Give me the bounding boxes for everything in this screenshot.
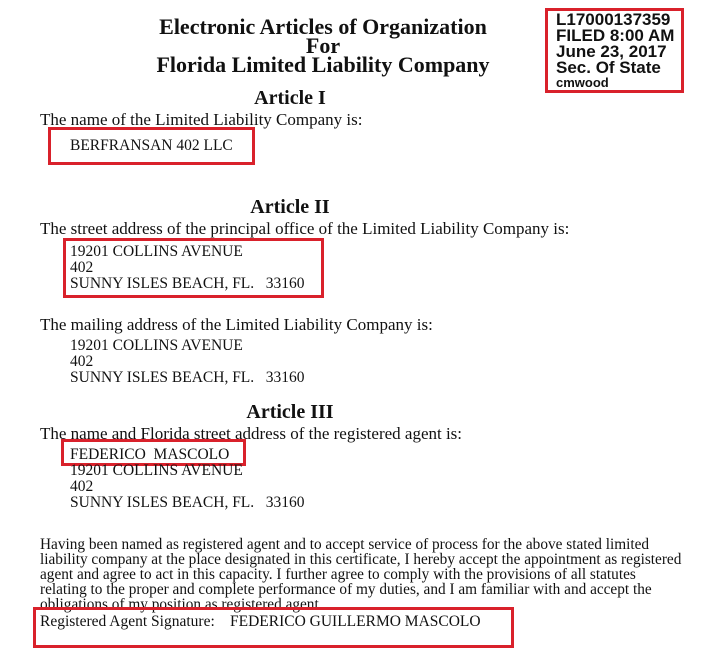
stamp-filed: FILED 8:00 AM	[556, 26, 675, 45]
stamp-date: June 23, 2017	[556, 42, 667, 61]
mailing-city: SUNNY ISLES BEACH, FL. 33160	[70, 369, 305, 386]
doc-title-line2: For	[305, 33, 341, 58]
signature-value: FEDERICO GUILLERMO MASCOLO	[230, 613, 481, 630]
company-name: BERFRANSAN 402 LLC	[70, 137, 233, 154]
stamp-clerk: cmwood	[556, 75, 609, 90]
mailing-street: 19201 COLLINS AVENUE	[70, 337, 243, 354]
principal-unit: 402	[70, 259, 94, 276]
agent-unit: 402	[70, 478, 94, 495]
acceptance-line: relating to the proper and complete performance of my duties, and I am familiar with and accept the	[40, 581, 652, 598]
stamp-office: Sec. Of State	[556, 58, 661, 77]
mailing-unit: 402	[70, 353, 94, 370]
acceptance-line: obligations of my position as registered agent.	[40, 596, 323, 613]
agent-city: SUNNY ISLES BEACH, FL. 33160	[70, 494, 305, 511]
principal-address-label: The street address of the principal office of the Limited Liability Company is:	[40, 219, 570, 238]
principal-city: SUNNY ISLES BEACH, FL. 33160	[70, 275, 305, 292]
acceptance-line: liability company at the place designated in this certificate, I hereby accept the appointment as registered	[40, 551, 682, 568]
article1-heading: Article I	[254, 87, 326, 109]
acceptance-line: agent and agree to act in this capacity. I further agree to comply with the provisions of all statutes	[40, 566, 636, 583]
article3-heading: Article III	[246, 401, 334, 423]
doc-title-line3: Florida Limited Liability Company	[156, 52, 490, 77]
company-name-label: The name of the Limited Liability Company is:	[40, 110, 363, 129]
mailing-address-label: The mailing address of the Limited Liability Company is:	[40, 315, 433, 334]
agent-name: FEDERICO MASCOLO	[70, 446, 230, 463]
acceptance-line: Having been named as registered agent and to accept service of process for the above stated limited	[40, 536, 650, 553]
doc-title-line1: Electronic Articles of Organization	[159, 14, 487, 39]
principal-street: 19201 COLLINS AVENUE	[70, 243, 243, 260]
stamp-doc-number: L17000137359	[556, 10, 671, 29]
signature-label: Registered Agent Signature:	[40, 613, 215, 630]
registered-agent-label: The name and Florida street address of the registered agent is:	[40, 424, 463, 443]
article2-heading: Article II	[250, 196, 330, 218]
agent-street: 19201 COLLINS AVENUE	[70, 462, 243, 479]
